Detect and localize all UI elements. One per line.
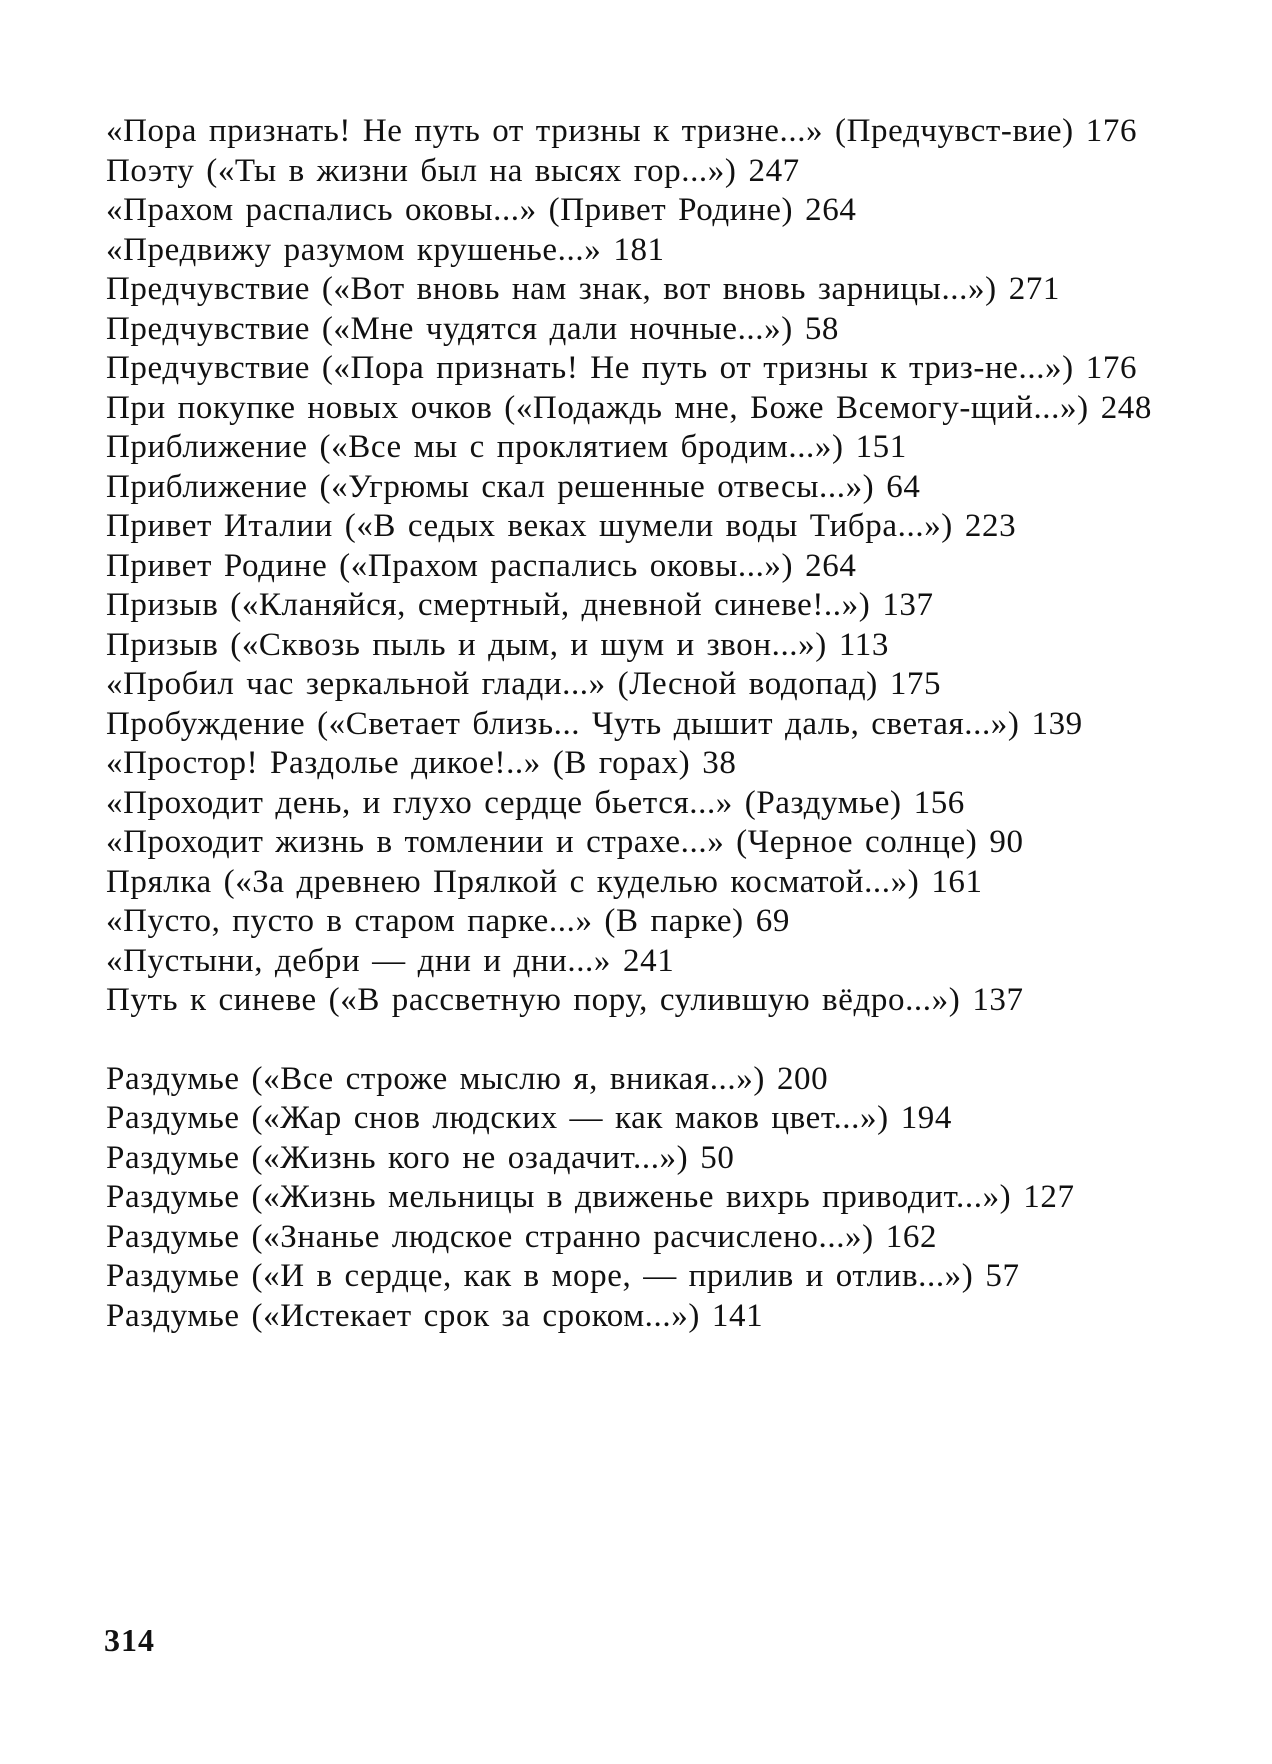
index-entry [106, 191, 1166, 230]
entry-title: Раздумье («Знанье людское странно расчислено...») [106, 1218, 874, 1255]
index-entry [106, 1297, 1166, 1336]
index-entry [106, 665, 1166, 704]
entry-title: Раздумье («Жизнь мельницы в движенье вихрь приводит...») [106, 1179, 1012, 1215]
entry-title: Призыв («Сквозь пыль и дым, и шум и звон...») [106, 626, 827, 663]
index-entry [106, 1099, 1166, 1138]
entry-title: Поэту («Ты в жизни был на высях гор...») [106, 152, 737, 189]
entry-page-number: 181 [613, 231, 665, 268]
entry-title: Раздумье («Жар снов людских — как маков цвет...») [106, 1100, 889, 1136]
index-entry [106, 1257, 1166, 1296]
index-entry [106, 1178, 1166, 1217]
entry-title: «Пробил час зеркальной глади...» (Лесной водопад) [106, 666, 878, 702]
entry-page-number: 194 [900, 1100, 953, 1136]
entry-page-number: 241 [623, 942, 675, 979]
entry-title: Предчувствие («Вот вновь нам знак, вот вновь зарницы...») [106, 271, 997, 307]
index-entry [106, 823, 1166, 862]
entry-title: Привет Италии («В седых веках шумели воды Тибра...») [106, 508, 953, 544]
index-entry [106, 902, 1166, 941]
entry-page-number: 69 [755, 903, 790, 939]
entry-title: «Пусто, пусто в старом парке...» (В парке) [106, 903, 744, 939]
entry-title: Раздумье («И в сердце, как в море, — прилив и отлив...») [106, 1258, 974, 1294]
entry-page-number: 137 [972, 982, 1024, 1018]
entry-page-number: 156 [913, 784, 965, 821]
entry-title: «Пустыни, дебри — дни и дни...» [106, 942, 612, 979]
entry-title: «Проходит жизнь в томлении и страхе...» (Черное солнце) [106, 824, 978, 860]
index-entry [106, 784, 1166, 823]
entry-page-number: 64 [886, 468, 921, 505]
index-entry [106, 428, 1166, 467]
entry-page-number: 139 [1031, 705, 1083, 742]
entry-title: Призыв («Кланяйся, смертный, дневной синеве!..») [106, 587, 871, 623]
entry-page-number: 151 [855, 429, 907, 465]
entry-title: «Проходит день, и глухо сердце бьется...» (Раздумье) [106, 784, 902, 821]
index-entry [106, 1218, 1166, 1257]
entry-title: Раздумье («Жизнь кого не озадачит...») [106, 1139, 689, 1176]
entry-page-number: 200 [776, 1060, 829, 1097]
entry-page-number: 176 [1085, 350, 1138, 386]
entry-page-number: 57 [985, 1258, 1020, 1294]
entry-page-number: 264 [805, 192, 857, 228]
entry-page-number: 175 [889, 666, 942, 702]
index-entry [106, 310, 1166, 349]
index-entry [106, 981, 1166, 1020]
entry-title: Приближение («Все мы с проклятием бродим...») [106, 429, 844, 465]
entry-title: Предчувствие («Пора признать! Не путь от тризны к триз-не...») [106, 350, 1074, 386]
index-entry [106, 152, 1166, 191]
entry-page-number: 137 [882, 587, 934, 623]
entry-page-number: 161 [931, 863, 983, 900]
index-list [106, 112, 1166, 1336]
entry-title: Раздумье («Все строже мыслю я, вникая...») [106, 1060, 765, 1097]
page-number: 314 [104, 1622, 155, 1658]
index-entry [106, 626, 1166, 665]
entry-title: «Предвижу разумом крушенье...» [106, 231, 602, 268]
index-entry [106, 547, 1166, 586]
index-entry [106, 1139, 1166, 1178]
index-entry [106, 744, 1166, 783]
entry-title: Предчувствие («Мне чудятся дали ночные...») [106, 310, 793, 347]
entry-page-number: 141 [711, 1297, 764, 1334]
index-entry [106, 270, 1166, 309]
index-entry [106, 389, 1166, 428]
entry-page-number: 50 [700, 1139, 735, 1176]
entry-title: Раздумье («Истекает срок за сроком...») [106, 1297, 700, 1334]
entry-page-number: 113 [838, 626, 889, 663]
entry-page-number: 162 [885, 1218, 938, 1255]
entry-title: При покупке новых очков («Подаждь мне, Боже Всемогу-щий...») [106, 389, 1089, 426]
entry-title: Привет Родине («Прахом распались оковы...») [106, 547, 794, 584]
index-entry [106, 112, 1166, 151]
entry-title: «Простор! Раздолье дикое!..» (В горах) [106, 745, 691, 781]
entry-title: Пробуждение («Светает близь... Чуть дышит даль, светая...») [106, 705, 1020, 742]
entry-page-number: 248 [1100, 389, 1153, 426]
entry-page-number: 58 [804, 310, 840, 347]
index-entry [106, 705, 1166, 744]
entry-page-number: 90 [989, 824, 1024, 860]
entry-page-number: 38 [702, 745, 737, 781]
index-entry [106, 586, 1166, 625]
entry-title: Приближение («Угрюмы скал решенные отвесы...») [106, 468, 875, 505]
entry-page-number: 247 [748, 152, 800, 189]
entry-title: «Пора признать! Не путь от тризны к тризне...» (Предчувст-вие) [106, 113, 1074, 149]
entry-page-number: 264 [805, 547, 857, 584]
section-gap [106, 1021, 1166, 1060]
index-entry [106, 863, 1166, 902]
entry-page-number: 223 [964, 508, 1017, 544]
entry-title: «Прахом распались оковы...» (Привет Родине) [106, 192, 794, 228]
index-entry [106, 231, 1166, 270]
index-entry [106, 507, 1166, 546]
entry-page-number: 127 [1023, 1179, 1075, 1215]
entry-page-number: 271 [1008, 271, 1061, 307]
index-entry [106, 349, 1166, 388]
entry-page-number: 176 [1085, 113, 1138, 149]
entry-title: Путь к синеве («В рассветную пору, сулившую вёдро...») [106, 982, 961, 1018]
index-entry [106, 1060, 1166, 1099]
index-entry [106, 942, 1166, 981]
index-entry [106, 468, 1166, 507]
entry-title: Прялка («За древнею Прялкой с куделью косматой...») [106, 863, 920, 900]
